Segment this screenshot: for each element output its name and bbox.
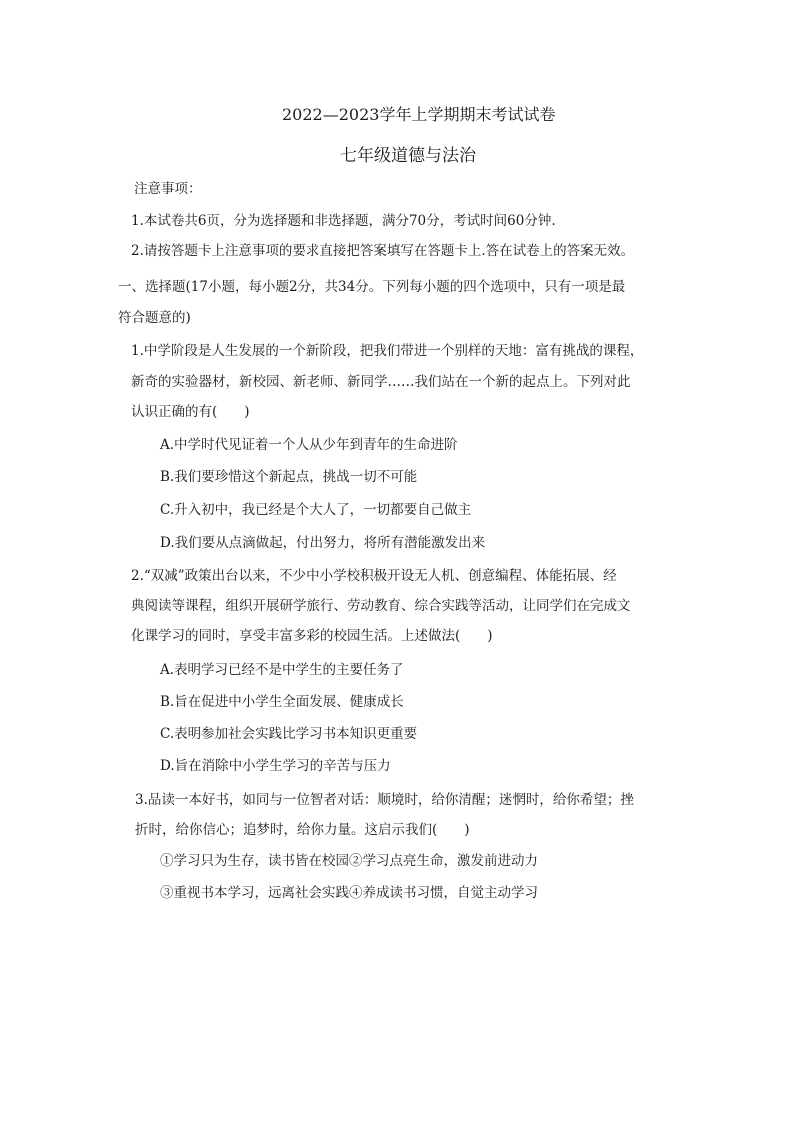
question-2-option-b: B.旨在促进中小学生全面发展、健康成长 [160,694,404,710]
question-1-option-d: D.我们要从点滴做起，付出努力，将所有潜能激发出来 [160,535,486,551]
question-2-stem: 典阅读等课程，组织开展研学旅行、劳动教育、综合实践等活动，让同学们在完成文 [131,598,631,614]
notes-heading: 注意事项： [134,181,202,197]
question-2-option-d: D.旨在消除中小学生学习的辛苦与压力 [160,758,391,774]
question-2-option-a: A.表明学习已经不是中学生的主要任务了 [160,662,404,678]
question-2-option-c: C.表明参加社会实践比学习书本知识更重要 [160,726,418,742]
notes-item: 1.本试卷共6页，分为选择题和非选择题，满分70分，考试时间60分钟. [131,213,556,229]
question-1-option-a: A.中学时代见证着一个人从少年到青年的生命进阶 [160,437,458,453]
question-2-stem: 化课学习的同时，享受丰富多彩的校园生活。上述做法( ) [131,628,493,644]
question-3-stem: 3.品读一本好书，如同与一位智者对话：顺境时，给你清醒；迷惘时，给你希望；挫 [135,792,634,808]
section-heading: 符合题意的) [118,310,191,326]
exam-title: 2022—2023学年上学期期末考试试卷 [282,105,556,124]
question-3-stem: 折时，给你信心；追梦时，给你力量。这启示我们( ) [135,822,470,838]
question-1-option-b: B.我们要珍惜这个新起点，挑战一切不可能 [160,469,418,485]
section-heading: 一、选择题(17小题，每小题2分，共34分。下列每小题的四个选项中，只有一项是最 [118,279,626,295]
question-2-stem: 2.“双减”政策出台以来，不少中小学校积极开设无人机、创意编程、体能拓展、经 [131,568,617,584]
question-3-choice-line: ③重视书本学习，远离社会实践④养成读书习惯，自觉主动学习 [160,885,538,901]
notes-item: 2.请按答题卡上注意事项的要求直接把答案填写在答题卡上.答在试卷上的答案无效。 [131,243,635,259]
question-3-choice-line: ①学习只为生存，读书皆在校园②学习点亮生命，激发前进动力 [160,853,538,869]
exam-subject: 七年级道德与法治 [340,146,476,166]
question-1-stem: 1.中学阶段是人生发展的一个新阶段，把我们带进一个别样的天地：富有挑战的课程， [131,343,644,359]
question-1-stem: 认识正确的有( ) [131,404,250,420]
question-1-option-c: C.升入初中，我已经是个大人了，一切都要自己做主 [160,502,472,518]
question-1-stem: 新奇的实验器材，新校园、新老师、新同学……我们站在一个新的起点上。下列对此 [131,374,631,390]
